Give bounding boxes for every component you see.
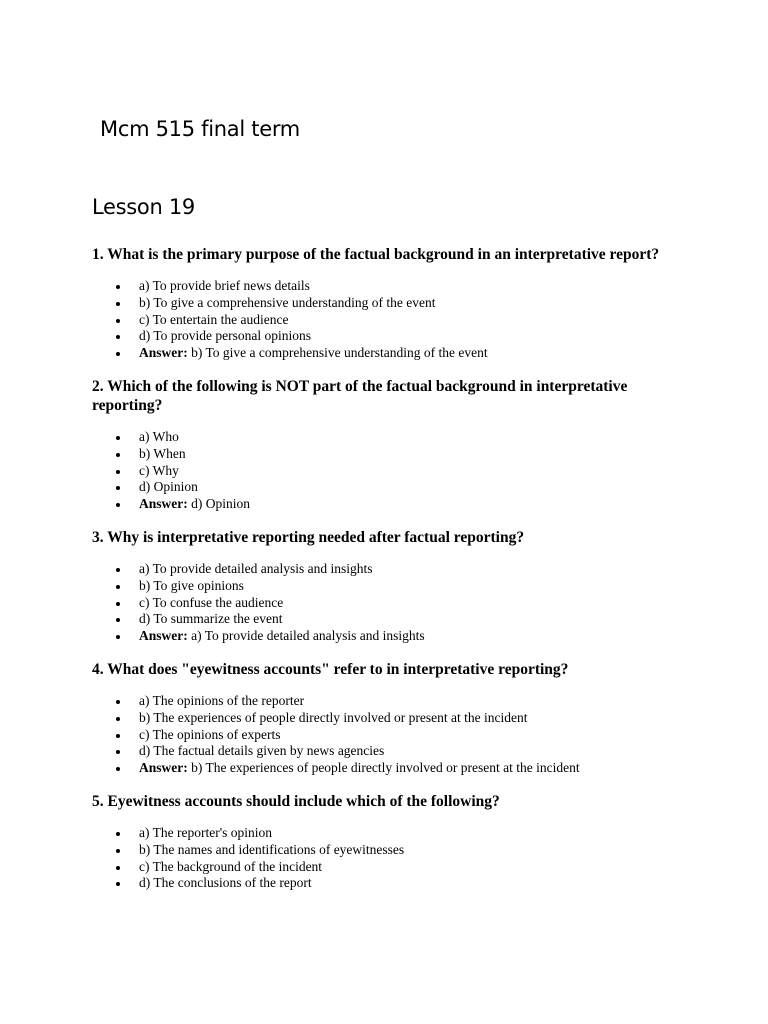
option-item: b) The names and identifications of eyewitnesses (92, 842, 692, 859)
option-item: c) The background of the incident (92, 859, 692, 876)
option-list (92, 693, 692, 777)
option-list (92, 825, 692, 892)
option-item: c) To confuse the audience (92, 595, 692, 612)
question-1 (92, 245, 692, 362)
answer-label: Answer: (139, 760, 188, 776)
answer-text: b) The experiences of people directly involved or present at the incident (191, 760, 580, 776)
option-item: d) The factual details given by news agencies (92, 743, 692, 760)
option-item: b) To give a comprehensive understanding of the event (92, 295, 692, 312)
question-text: 5. Eyewitness accounts should include which of the following? (92, 792, 500, 810)
option-list (92, 561, 692, 645)
answer-item (92, 496, 692, 513)
option-list (92, 429, 692, 513)
option-item: a) To provide brief news details (92, 278, 692, 295)
question-text: 3. Why is interpretative reporting needed after factual reporting? (92, 528, 525, 546)
option-item: a) To provide detailed analysis and insights (92, 561, 692, 578)
option-item: d) To provide personal opinions (92, 328, 692, 345)
answer-text: d) Opinion (191, 496, 250, 512)
question-5 (92, 792, 692, 892)
answer-item (92, 760, 692, 777)
option-item: c) Why (92, 463, 692, 480)
option-item: c) The opinions of experts (92, 727, 692, 744)
answer-item (92, 628, 692, 645)
option-item: d) To summarize the event (92, 611, 692, 628)
document-title: Mcm 515 final term (100, 117, 300, 141)
question-2 (92, 377, 692, 513)
option-item: a) The reporter's opinion (92, 825, 692, 842)
answer-text: b) To give a comprehensive understanding of the event (191, 345, 488, 361)
option-item: b) When (92, 446, 692, 463)
option-item: b) The experiences of people directly involved or present at the incident (92, 710, 692, 727)
lesson-heading: Lesson 19 (92, 195, 195, 219)
question-text: 2. Which of the following is NOT part of the factual background in interpretative reporting? (92, 377, 628, 414)
answer-item (92, 345, 692, 362)
option-list (92, 278, 692, 362)
question-list (92, 245, 692, 907)
option-item: a) The opinions of the reporter (92, 693, 692, 710)
question-text: 1. What is the primary purpose of the factual background in an interpretative report? (92, 246, 660, 263)
question-text: 4. What does "eyewitness accounts" refer to in interpretative reporting? (92, 660, 569, 678)
answer-label: Answer: (139, 496, 188, 512)
answer-label: Answer: (139, 345, 188, 361)
option-item: a) Who (92, 429, 692, 446)
option-item: d) The conclusions of the report (92, 875, 692, 892)
option-item: c) To entertain the audience (92, 312, 692, 329)
option-item: d) Opinion (92, 479, 692, 496)
answer-label: Answer: (139, 628, 188, 644)
question-4 (92, 660, 692, 777)
option-item: b) To give opinions (92, 578, 692, 595)
question-3 (92, 528, 692, 645)
answer-text: a) To provide detailed analysis and insights (191, 628, 425, 644)
